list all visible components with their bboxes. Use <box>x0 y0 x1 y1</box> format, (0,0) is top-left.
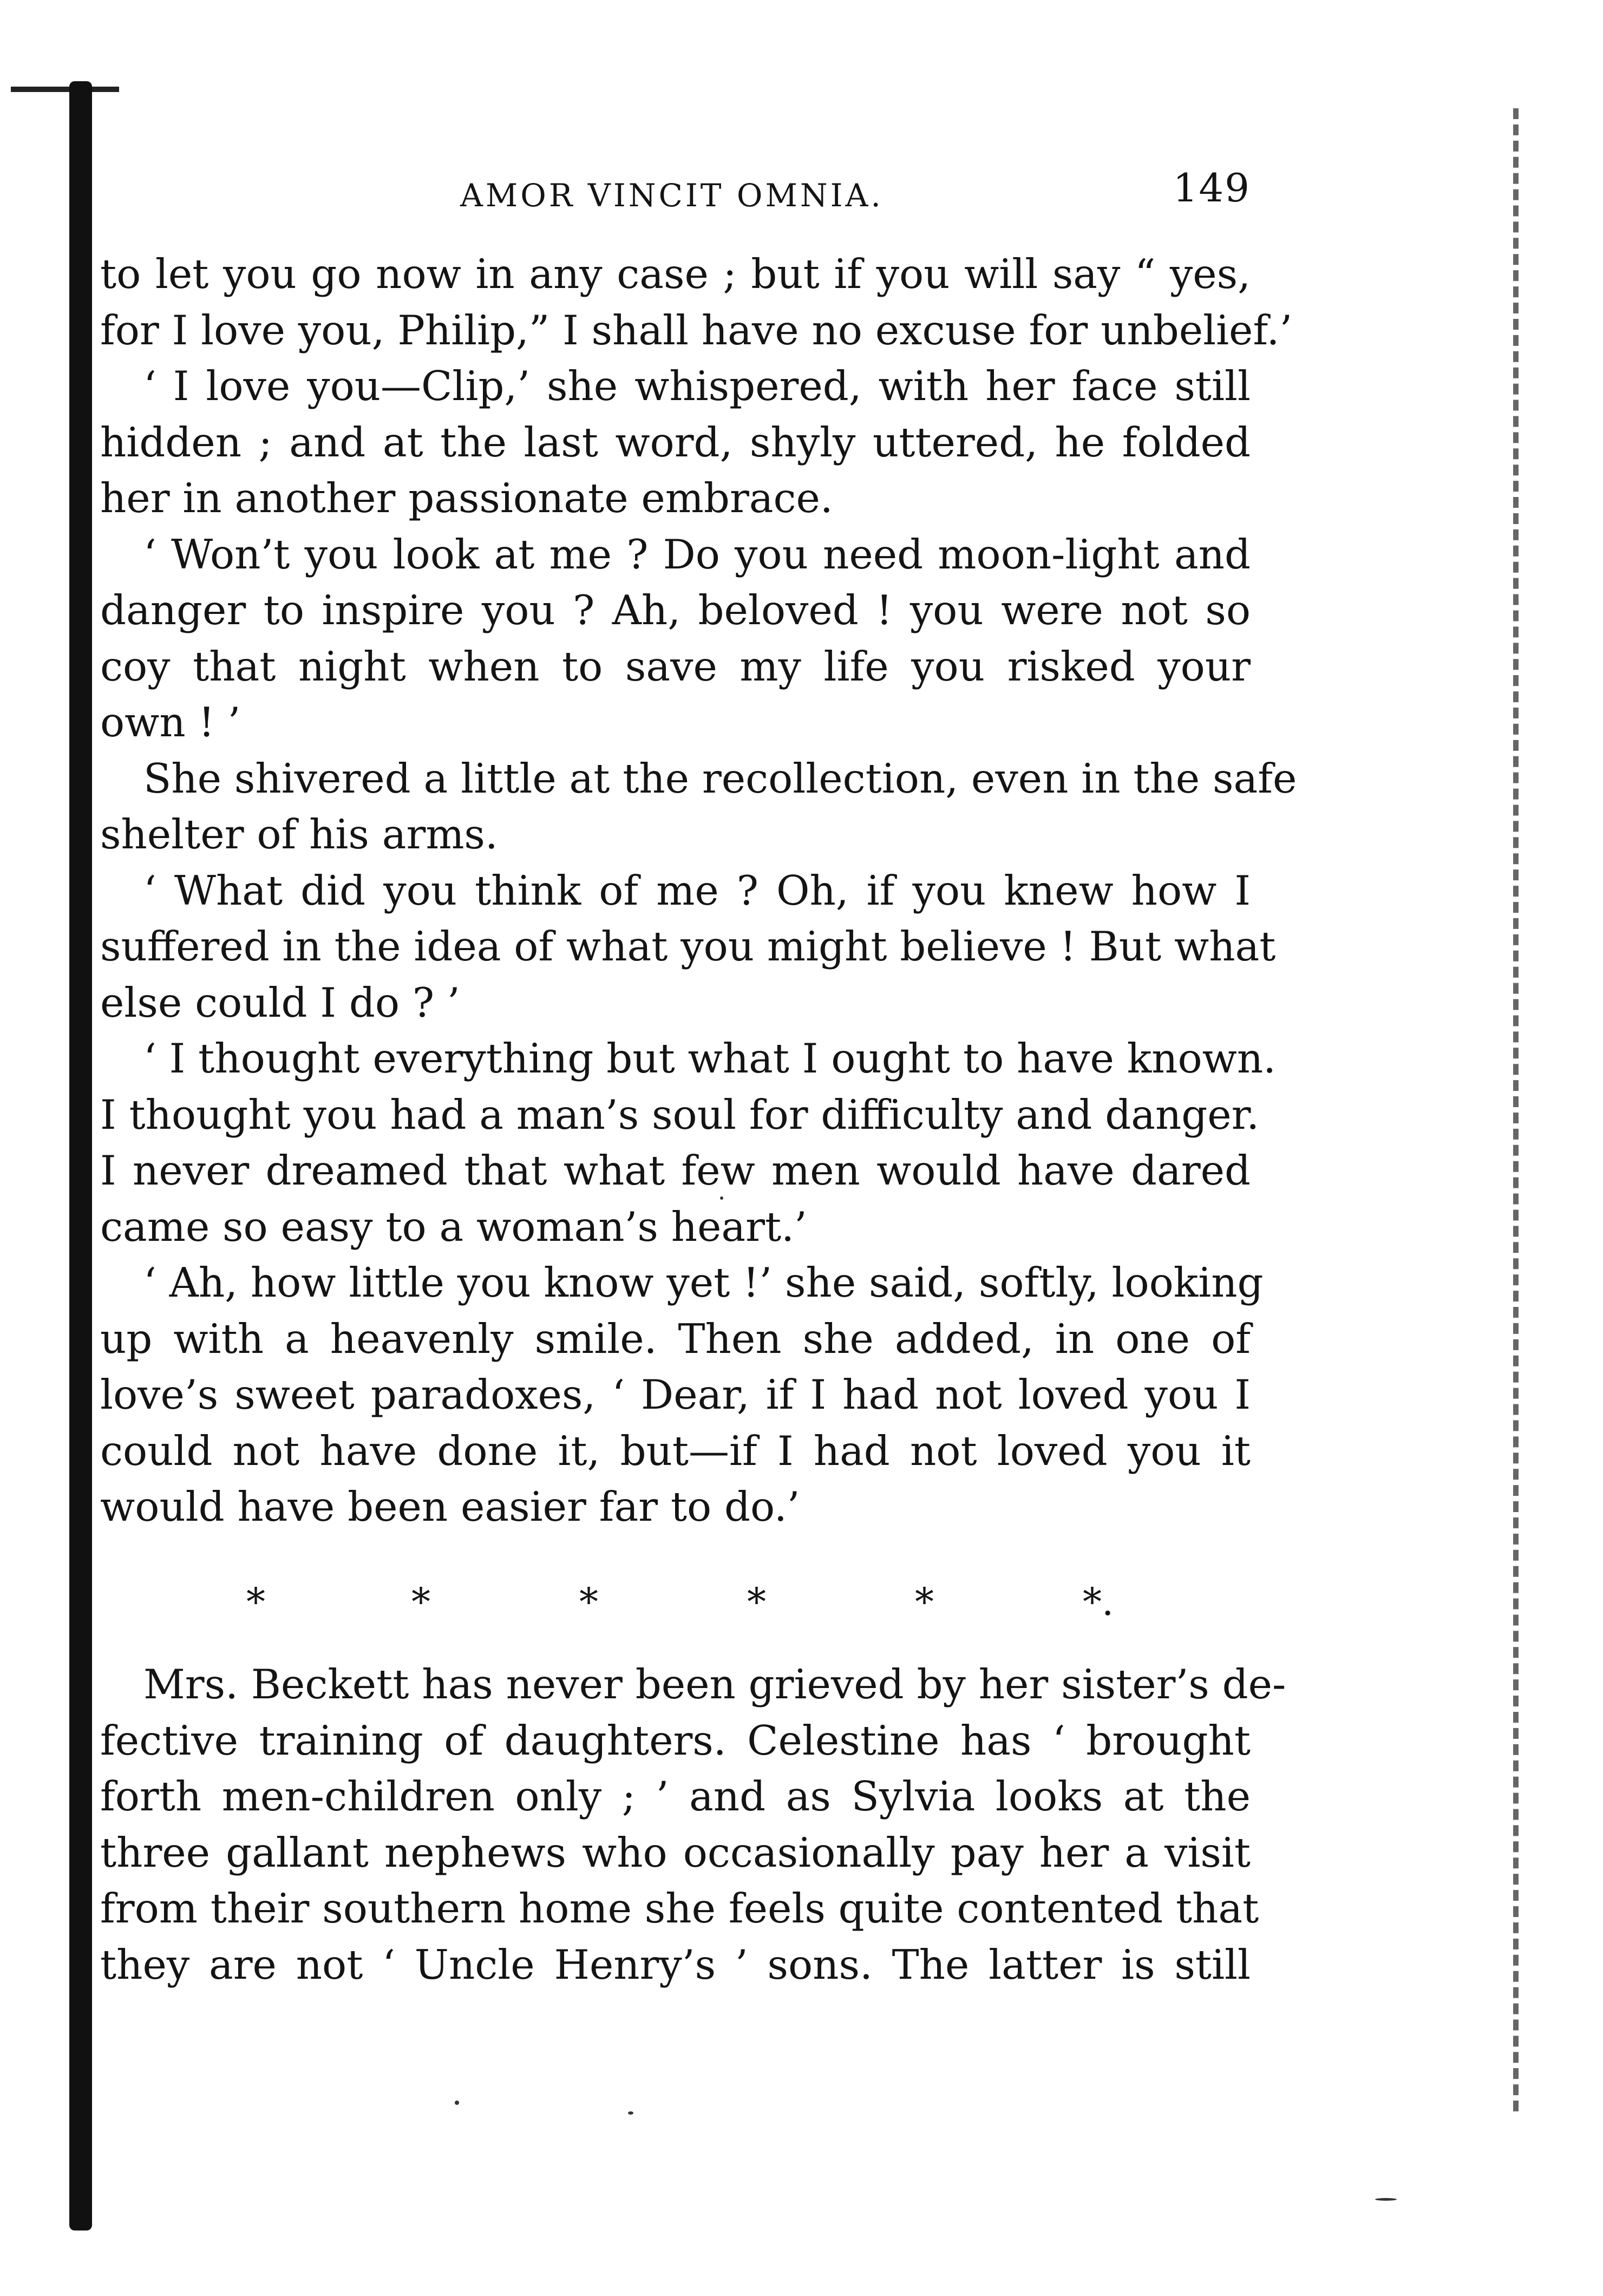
scan-speck <box>1375 2198 1397 2201</box>
text-line: could not have done it, but—if I had not loved you it <box>100 1427 1251 1475</box>
text-line: coy that night when to save my life you risked your <box>100 642 1251 690</box>
text-line: hidden ; and at the last word, shyly uttered, he folded <box>100 418 1251 466</box>
text-line: love’s sweet paradoxes, ‘ Dear, if I had not loved you I <box>100 1371 1251 1418</box>
text-line: forth men-children only ; ’ and as Sylvia looks at the <box>100 1772 1251 1820</box>
asterisk-4: * <box>747 1580 766 1624</box>
text-line: suffered in the idea of what you might believe ! But what <box>100 923 1276 970</box>
running-head <box>100 165 1251 214</box>
scan-speck <box>720 1196 723 1200</box>
text-line: I never dreamed that what few men would have dared <box>100 1147 1251 1194</box>
text-line: ‘ I love you—Clip,’ she whispered, with her face still <box>143 362 1251 410</box>
text-line: own ! ’ <box>100 698 241 746</box>
asterisk-1: * <box>246 1580 265 1624</box>
text-line: for I love you, Philip,” I shall have no excuse for unbelief.’ <box>100 306 1293 354</box>
scan-speck <box>628 2111 633 2115</box>
body-text-continued <box>100 1657 1286 1993</box>
text-line: shelter of his arms. <box>100 810 498 858</box>
text-line: Mrs. Beckett has never been grieved by her sister’s de- <box>143 1660 1286 1708</box>
asterisk-5: * <box>915 1580 934 1624</box>
text-line: came so easy to a woman’s heart.’ <box>100 1202 807 1251</box>
text-line: ‘ What did you think of me ? Oh, if you knew how I <box>143 866 1251 914</box>
text-line: I thought you had a man’s soul for difficulty and danger. <box>100 1090 1260 1139</box>
scan-edge-top-mark <box>11 87 119 92</box>
text-line: ‘ Won’t you look at me ? Do you need moon-light and <box>143 530 1251 578</box>
asterisk-6: *. <box>1083 1580 1114 1624</box>
asterisk-2: * <box>411 1580 430 1624</box>
scan-right-edge-marks <box>1513 108 1524 2111</box>
text-line: She shivered a little at the recollection, even in the safe <box>143 754 1297 802</box>
body-text <box>100 246 1297 1535</box>
text-line: they are not ‘ Uncle Henry’s ’ sons. The latter is still <box>100 1940 1251 1988</box>
scan-speck <box>455 2101 459 2105</box>
text-line: danger to inspire you ? Ah, beloved ! you were not so <box>100 586 1251 634</box>
text-line: ‘ Ah, how little you know yet !’ she said, softly, looking <box>143 1259 1264 1306</box>
text-line: ‘ I thought everything but what I ought to have known. <box>143 1035 1276 1082</box>
text-line: her in another passionate embrace. <box>100 474 833 522</box>
text-line: else could I do ? ’ <box>100 978 460 1026</box>
scan-binding-shadow <box>69 81 92 2230</box>
running-title: AMOR VINCIT OMNIA. <box>460 177 884 214</box>
text-line: to let you go now in any case ; but if you will say “ yes, <box>100 250 1251 298</box>
section-break <box>100 1580 1251 1634</box>
asterisk-3: * <box>579 1580 598 1624</box>
text-line: fective training of daughters. Celestine has ‘ brought <box>100 1716 1251 1764</box>
text-line: three gallant nephews who occasionally pay her a visit <box>100 1828 1251 1876</box>
text-line: would have been easier far to do.’ <box>100 1483 800 1530</box>
page-number: 149 <box>1173 165 1251 211</box>
text-line: from their southern home she feels quite contented that <box>100 1885 1259 1932</box>
text-line: up with a heavenly smile. Then she added, in one of <box>100 1314 1251 1363</box>
